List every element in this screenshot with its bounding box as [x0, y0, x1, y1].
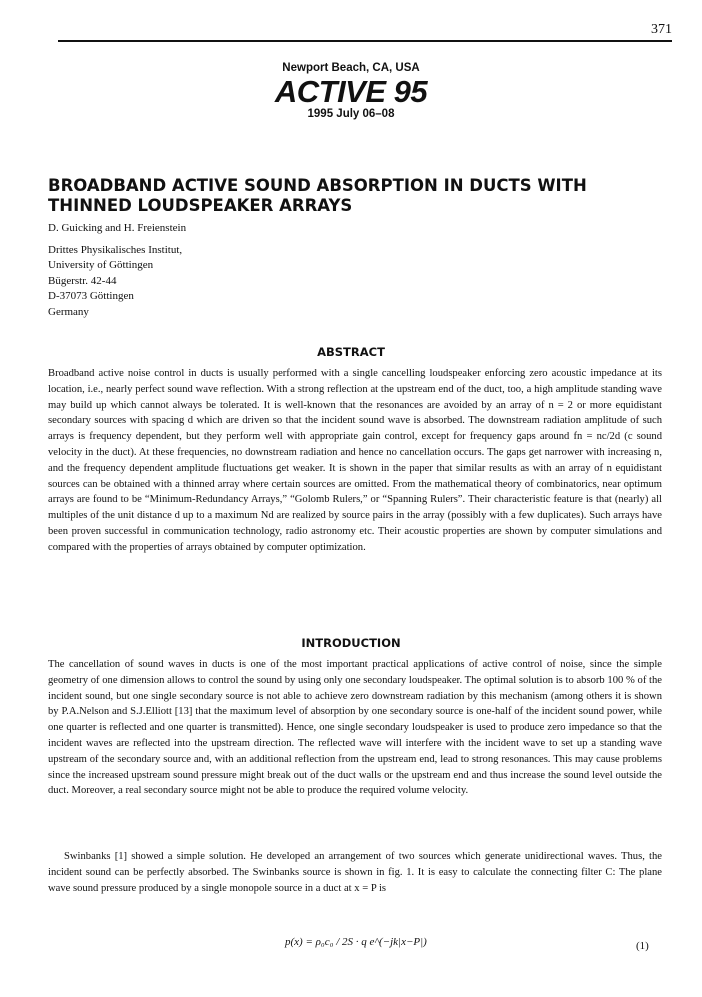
equation-1: p(x) = ρ₀c₀ / 2S · q e^(−jk|x−P|) — [285, 936, 427, 948]
authors: D. Guicking and H. Freienstein — [48, 222, 187, 234]
header-rule — [58, 40, 672, 42]
affiliation-line: Germany — [48, 305, 89, 318]
affiliation-line: Bügerstr. 42-44 — [48, 274, 117, 287]
affiliation-line: Drittes Physikalisches Institut, — [48, 244, 183, 256]
abstract-text: Broadband active noise control in ducts is usually performed with a single cancelling loudspeaker enforcing zero acoustic impedance at its location, i.e., nearly perfect sound wave reflection. With a strong reflection at the upstream end of the duct, too, a high amplitude standing wave may build up which cannot always be tolerated. It is well-known that the resonances are avoided by an array of n = 2 or more equidistant secondary sources with spacing d which are driven so that the incident sound wave is absorbed. The downstream radiation amplitude of such arrays is frequency dependent, but they perform well with appropriate gain control, except for frequency gaps around fn = nc/2d (c sound velocity in the duct). At these frequencies, no downstream radiation and hence no cancellation occurs. The gaps get narrower with increasing n, and the frequency dependent amplitude fluctuations get weaker. It is shown in the paper that similar results as with an array of n equidistant sources can be obtained with a thinned array where certain sources are omitted. From the mathematical theory of combinatorics, near optimum arrays are found to be “Minimum-Redundancy Arrays,” “Golomb Rulers,” or “Spanning Rulers”. Their characteristic feature is that (nearly) all multiples of the unit distance d up to a maximum Nd are realized by source pairs in the array (possibly with a few duplicates). Such arrays have been proven successful in communication technology, radio astronomy etc. Their acoustic properties are shown by computer simulations and compared with the properties of arrays obtained by computer optimization. — [48, 368, 662, 553]
equation-number: (1) — [636, 940, 649, 952]
page-number: 371 — [651, 22, 672, 37]
paper-title: BROADBAND ACTIVE SOUND ABSORPTION IN DUCTS WITH THINNED LOUDSPEAKER ARRAYS — [48, 176, 587, 215]
conference-location: Newport Beach, CA, USA — [282, 62, 420, 74]
conference-dates: 1995 July 06–08 — [307, 108, 395, 120]
introduction-heading: INTRODUCTION — [301, 636, 401, 650]
conference-header — [0, 62, 702, 120]
introduction-paragraph: The cancellation of sound waves in ducts is one of the most important practical applications of active control of noise, since the simple geometry of one dimension allows to control the sound by using only one secondary loudspeaker. The optimal solution is to absorb 100 % of the incident sound, but one single secondary source is not able to achieve zero downstream radiation by this mechanism (among others it is shown by P.A.Nelson and S.J.Elliott [13] that the maximum level of absorption by one secondary source is one-half of the incident sound power, while one quarter is reflected and one quarter is transmitted). Hence, one single secondary loudspeaker is used to produce zero impedance so that the incident waves are reflected into the upstream direction. The reflected wave will interfere with the incident wave to set up a standing wave upstream of the secondary source and, with an additional reflection from the upstream end, lead to strong resonances. This may cause problems since the increased upstream sound pressure might break out of the duct walls or the upstream end and thus increase the sound level outside the duct. Moreover, a real secondary source might not be able to produce the required volume velocity. — [48, 659, 662, 797]
abstract-heading: ABSTRACT — [317, 345, 385, 359]
affiliation-line: University of Göttingen — [48, 259, 154, 272]
introduction-paragraph: Swinbanks [1] showed a simple solution. He developed an arrangement of two sources which generate unidirectional waves. Thus, the incident sound can be perfectly absorbed. The Swinbanks source is shown in fig. 1. It is easy to calculate the connecting filter C: The plane wave sound pressure produced by a single monopole source in a duct at x = P is — [48, 851, 662, 894]
affiliation — [48, 243, 182, 320]
affiliation-line: D-37073 Göttingen — [48, 290, 134, 303]
conference-name: ACTIVE 95 — [274, 74, 428, 109]
